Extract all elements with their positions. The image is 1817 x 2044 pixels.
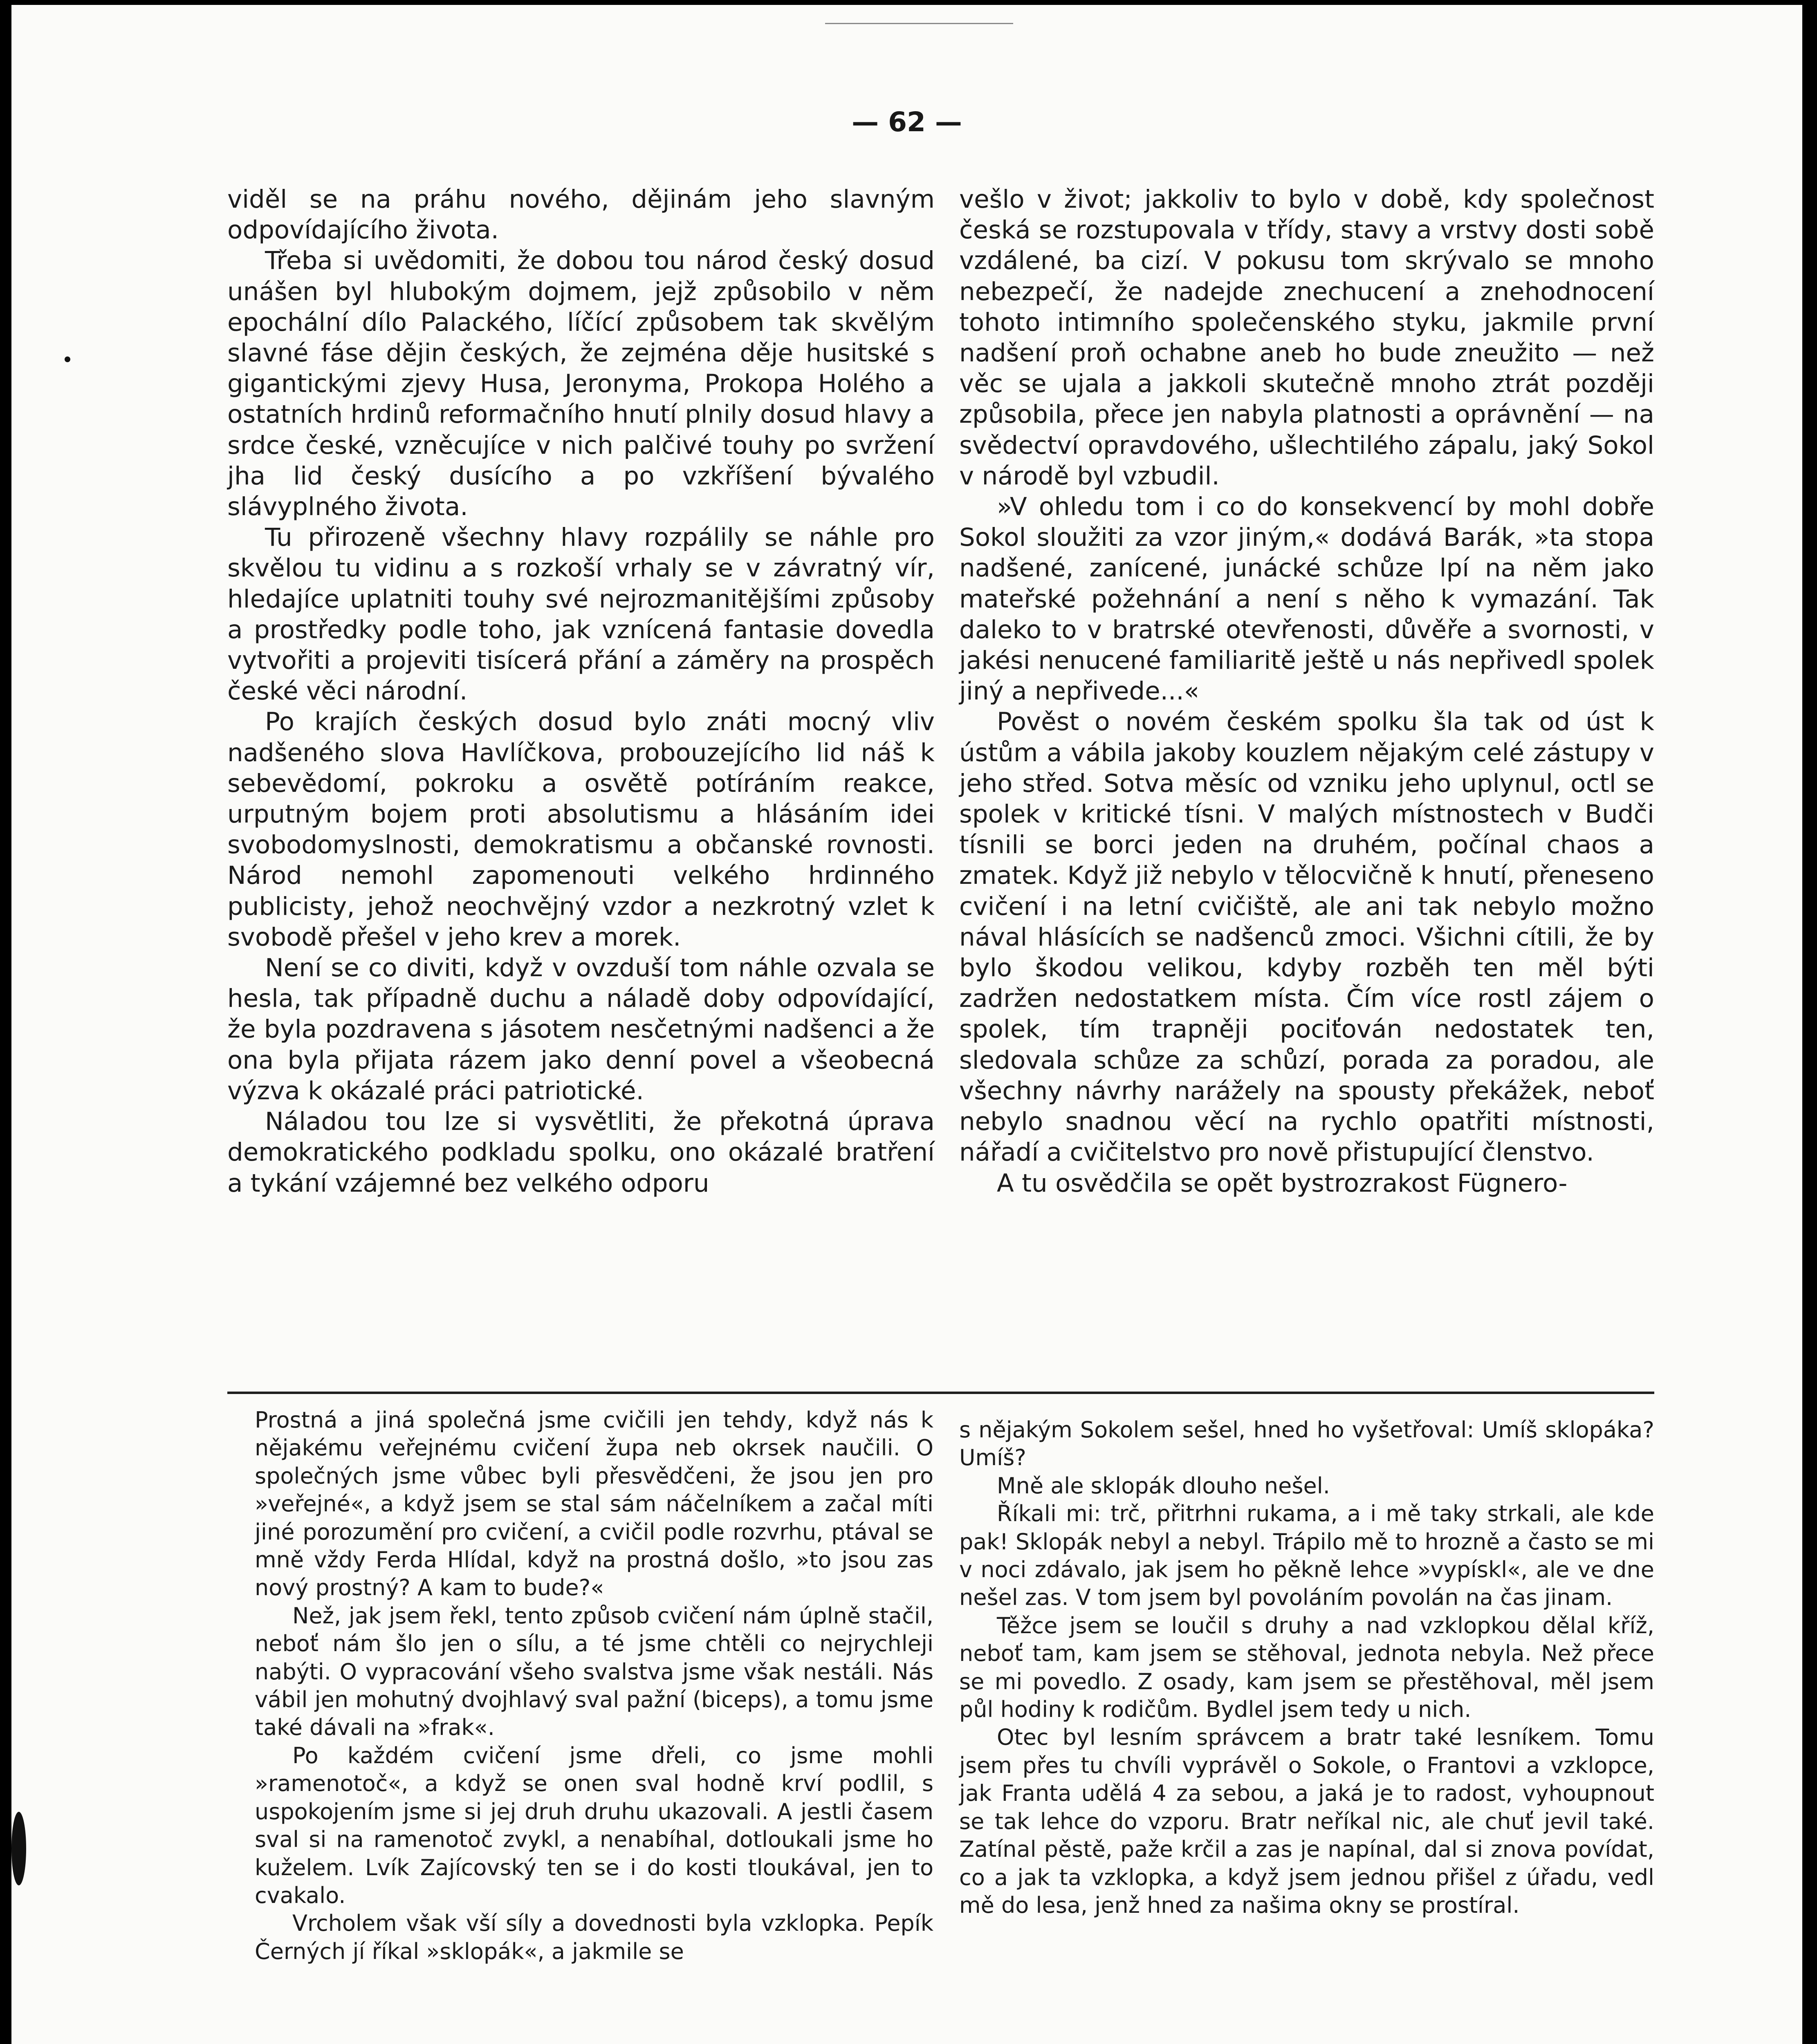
memoir-text-left-column <box>255 1406 933 1966</box>
paragraph: Říkali mi: trč, přitrhni rukama, a i mě taky strkali, ale kde pak! Sklopák nebyl a nebyl. Trápilo mě to hrozně a často se mi v noci zdávalo, jak jsem ho pěkně lehce »vypískl«, ale ve dne nešel zas. V tom jsem byl povoláním povolán na čas jinam. <box>959 1501 1654 1611</box>
main-text-left-column <box>227 184 935 1199</box>
paragraph: Není se co diviti, když v ovzduší tom náhle ozvala se hesla, tak případně duchu a náladě doby odpovídající, že byla pozdravena s jásotem nesčetnými nadšenci a že ona byla přijata rázem jako denní povel a všeobecná výzva k okázalé práci patriotické. <box>227 953 935 1105</box>
ink-speck <box>65 356 70 362</box>
paragraph: Pověst o novém českém spolku šla tak od úst k ústům a vábila jakoby kouzlem nějakým celé zástupy v jeho střed. Sotva měsíc od vzniku jeho uplynul, octl se spolek v kritické tísni. V malých místnostech v Budči tísnili se borci jeden na druhém, počínal chaos a zmatek. Když již nebylo v tělocvičně k hnutí, přeneseno cvičení i na letní cvičiště, ale ani tak nebylo možno nával hlásících se nadšenců zmoci. Všichni cítili, že by bylo škodou velikou, kdyby rozběh ten měl býti zadržen nedostatkem místa. Čím více rostl zájem o spolek, tím trapněji pociťován nedostatek ten, sledovala schůze za schůzí, porada za poradou, ale všechny návrhy narážely na spousty překážek, neboť nebylo snadnou věcí na rychlo opatřiti místnosti, nářadí a cvičitelstvo pro nově přistupující členstvo. <box>959 707 1654 1167</box>
paragraph: Po krajích českých dosud bylo znáti mocný vliv nadšeného slova Havlíčkova, probouzejícího lid náš k sebevědomí, pokroku a osvětě potíráním reakce, urputným bojem proti absolutismu a hlásáním idei svobodomyslnosti, demokratismu a občanské rovnosti. Národ nemohl zapomenouti velkého hrdinného publicisty, jehož neochvějný vzdor a nezkrotný vzlet k svobodě přešel v jeho krev a morek. <box>227 707 935 952</box>
paragraph: vešlo v život; jakkoliv to bylo v době, kdy společnost česká se rozstupovala v třídy, stavy a vrstvy dosti sobě vzdálené, ba cizí. V pokusu tom skrývalo se mnoho nebezpečí, že nadejde znechucení a znehodnocení tohoto intimního společenského styku, jakmile první nadšení proň ochabne aneb ho bude zneužito — než věc se ujala a jakkoli skutečně mnoho ztrát později způsobila, přece jen nabyla platnosti a oprávnění — na svědectví opravdového, ušlechtilého zápalu, jaký Sokol v národě byl vzbudil. <box>959 185 1654 491</box>
paragraph: Prostná a jiná společná jsme cvičili jen tehdy, když nás k nějakému veřejnému cvičení župa neb okrsek naučili. O společných jsme vůbec byli přesvědčeni, že jsou jen pro »veřejné«, a když jsem se stal sám náčelníkem a začal míti jiné porozumění pro cvičení, a cvičil podle rozvrhu, ptával se mně vždy Ferda Hlídal, když na prostná došlo, »to jsou zas nový prostný? A kam to bude?« <box>255 1407 933 1601</box>
paragraph: Vrcholem však vší síly a dovednosti byla vzklopka. Pepík Černých jí říkal »sklopák«, a jakmile se <box>255 1910 933 1964</box>
paragraph: Otec byl lesním správcem a bratr také lesníkem. Tomu jsem přes tu chvíli vyprávěl o Sokole, o Frantovi a vzklopce, jak Franta udělá 4 za sebou, a jaká je to radost, vyhoupnout se tak lehce do vzporu. Bratr neříkal nic, ale chuť jevil také. Zatínal pěstě, paže krčil a zas je napínal, dal si znova povídat, co a jak ta vzklopka, a když jsem jednou přišel z úřadu, vedl mě do lesa, jenž hned za našima okny se prostíral. <box>959 1724 1654 1918</box>
paragraph: Třeba si uvědomiti, že dobou tou národ český dosud unášen byl hlubokým dojmem, jejž způsobilo v něm epochální dílo Palackého, líčící způsobem tak skvělým slavné fáse dějin českých, že zejména děje husitské s gigantickými zjevy Husa, Jeronyma, Prokopa Holého a ostatních hrdinů reformačního hnutí plnily dosud hlavy a srdce české, vzněcujíce v nich palčivé touhy po svržení jha lid český dusícího a po vzkříšení bývalého slávyplného života. <box>227 246 935 522</box>
paragraph: Těžce jsem se loučil s druhy a nad vzklopkou dělal kříž, neboť tam, kam jsem se stěhoval, jednota nebyla. Než přece se mi povedlo. Z osady, kam jsem se přestěhoval, měl jsem půl hodiny k rodičům. Bydlel jsem tedy u nich. <box>959 1612 1654 1723</box>
paragraph: viděl se na práhu nového, dějinám jeho slavným odpovídajícího života. <box>227 185 935 245</box>
ink-blot <box>11 1812 26 1885</box>
paragraph: »V ohledu tom i co do konsekvencí by mohl dobře Sokol sloužiti za vzor jiným,« dodává Barák, »ta stopa nadšené, zanícené, junácké schůze lpí na něm jako mateřské požehnání a není s něho k vymazání. Tak daleko to v bratrské otevřenosti, důvěře a svornosti, v jakési nenucené familiaritě ještě u nás nepřivedl spolek jiný a nepřivede...« <box>959 492 1654 706</box>
paragraph: Mně ale sklopák dlouho nešel. <box>997 1472 1330 1499</box>
scan-edge-mark <box>825 5 1013 24</box>
scanned-page <box>11 5 1802 2044</box>
page-number: — 62 — <box>852 106 962 138</box>
paragraph: Než, jak jsem řekl, tento způsob cvičení nám úplně stačil, neboť nám šlo jen o sílu, a té jsme chtěli co nejrychleji nabýti. O vypracování všeho svalstva jsme však nestáli. Nás vábil jen mohutný dvojhlavý sval pažní (biceps), a tomu jsme také dávali na »frak«. <box>255 1602 933 1741</box>
main-text-right-column <box>959 184 1654 1199</box>
paragraph: A tu osvědčila se opět bystrozrakost Fügnero- <box>997 1168 1568 1198</box>
memoir-text-right-column <box>959 1416 1654 1919</box>
paragraph: Tu přirozeně všechny hlavy rozpálily se náhle pro skvělou tu vidinu a s rozkoší vrhaly se v závratný vír, hledajíce uplatniti touhy své nejrozmanitějšími způsoby a prostředky podle toho, jak vznícená fantasie dovedla vytvořiti a projeviti tisícerá přání a záměry na prospěch české věci národní. <box>227 523 935 706</box>
paragraph: s nějakým Sokolem sešel, hned ho vyšetřoval: Umíš sklopáka? Umíš? <box>959 1417 1654 1471</box>
section-divider <box>227 1392 1654 1394</box>
paragraph: Po každém cvičení jsme dřeli, co jsme mohli »ramenotoč«, a když se onen sval hodně krví podlil, s uspokojením jsme si jej druh druhu ukazovali. A jestli časem sval si na ramenotoč zvykl, a nenabíhal, dotloukali jsme ho kuželem. Lvík Zajícovský ten se i do kosti tloukával, jen to cvakalo. <box>255 1742 933 1908</box>
paragraph: Náladou tou lze si vysvětliti, že překotná úprava demokratického podkladu spolku, ono okázalé bratření a tykání vzájemné bez velkého odporu <box>227 1107 935 1198</box>
